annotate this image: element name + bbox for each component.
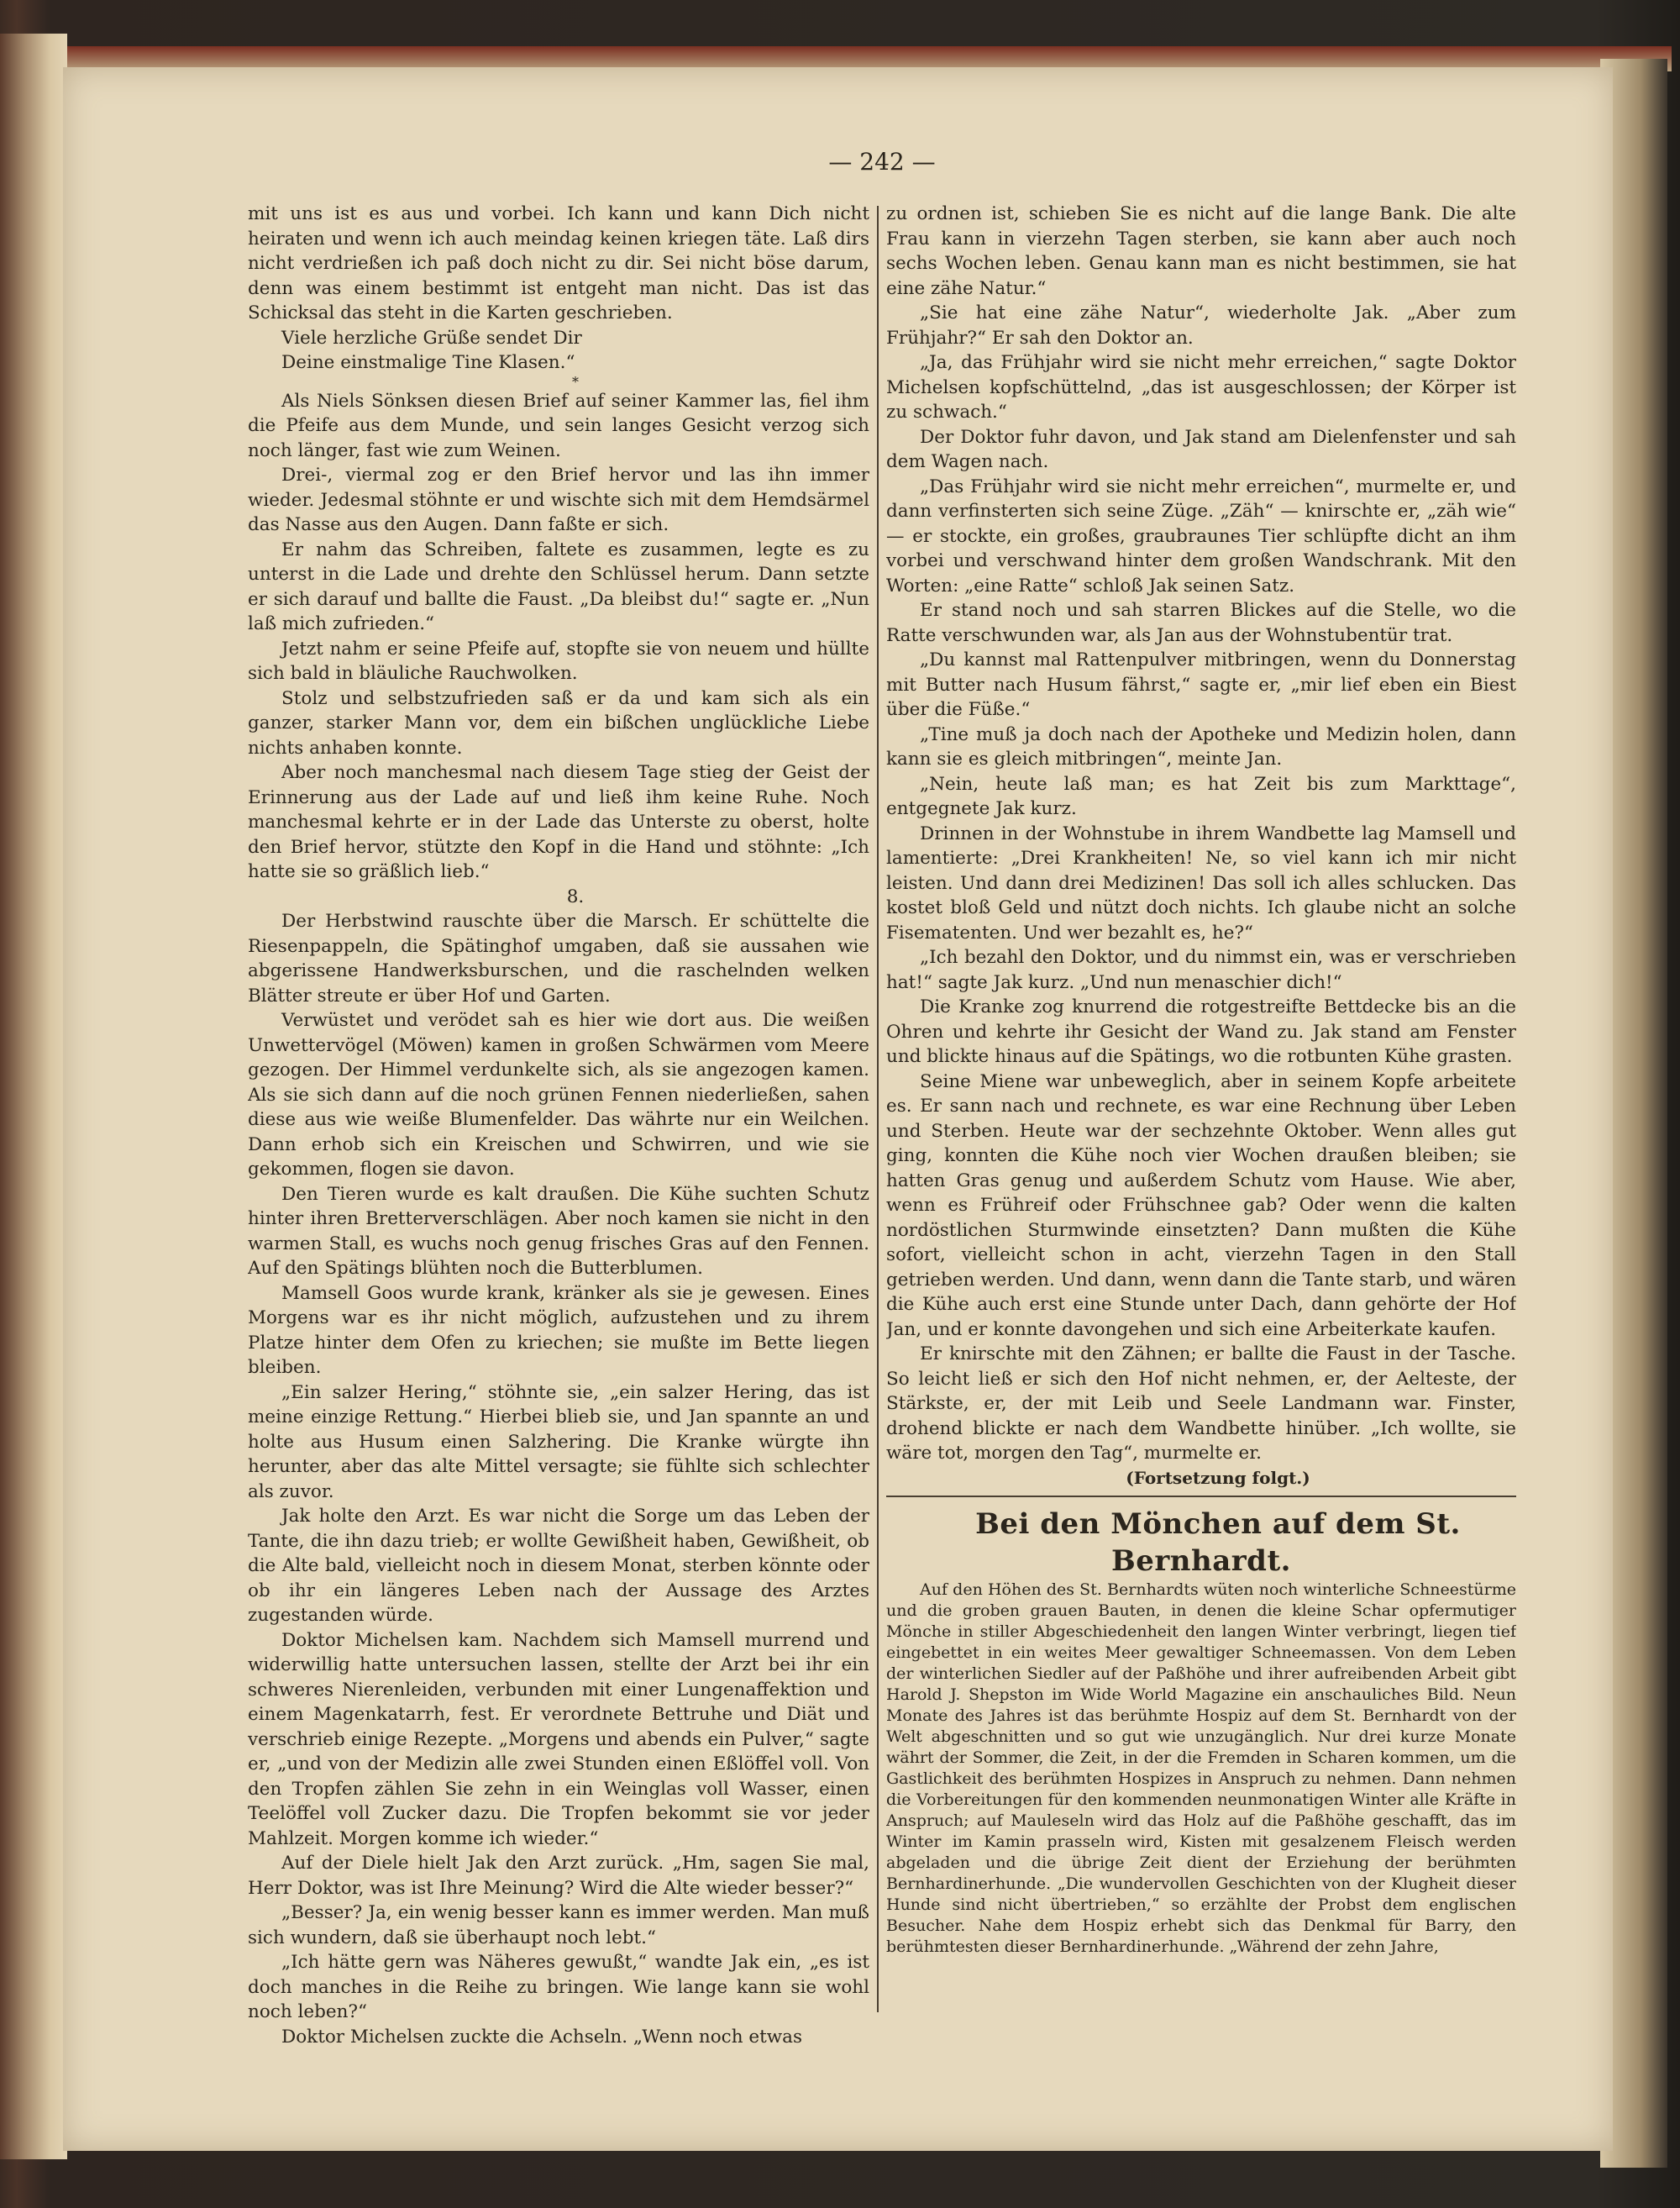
paragraph: Aber noch manchesmal nach diesem Tage stieg der Geist der Erinnerung aus der Lade auf und ließ ihm keine Ruhe. Noch manchesmal kehrte er in der Lade das Unterste zu oberst, holte den Brief hervor, stützte den Kopf in die Hand und stöhnte: „Ich hatte sie so gräßlich lieb.“ bbox=[248, 762, 869, 882]
paragraph: Verwüstet und verödet sah es hier wie dort aus. Die weißen Unwettervögel (Möwen) kamen in großen Schwärmen vom Meere gezogen. Der Himmel verdunkelte sich, als sie angezogen kamen. Als sie sich dann auf die noch grünen Fennen niederließen, sahen diese aus wie weiße Blumenfelder. Das währte nur ein Weilchen. Dann erhob sich ein Kreischen und Schwirren, und wie sie gekommen, flogen sie davon. bbox=[248, 1010, 869, 1180]
paragraph: „Du kannst mal Rattenpulver mitbringen, wenn du Donnerstag mit Butter nach Husum fährst,“ sagte er, „mir lief eben ein Biest über die Füße.“ bbox=[886, 649, 1516, 720]
book-left-edge bbox=[0, 34, 67, 2159]
paragraph: Er nahm das Schreiben, faltete es zusammen, legte es zu unterst in die Lade und drehte den Schlüssel herum. Dann setzte er sich darauf und ballte die Faust. „Da bleibst du!“ sagte er. „Nun laß mich zufrieden.“ bbox=[248, 539, 869, 634]
paragraph: zu ordnen ist, schieben Sie es nicht auf die lange Bank. Die alte Frau kann in vierzehn Tagen sterben, sie kann aber auch noch sechs Wochen leben. Genau kann man es nicht bestimmen, sie hat eine zähe Natur.“ bbox=[886, 203, 1516, 299]
paragraph: Auf der Diele hielt Jak den Arzt zurück. „Hm, sagen Sie mal, Herr Doktor, was ist Ihre Meinung? Wird die Alte wieder besser?“ bbox=[248, 1853, 869, 1899]
letter-signature: Deine einstmalige Tine Klasen.“ bbox=[281, 352, 575, 373]
paragraph: Er knirschte mit den Zähnen; er ballte die Faust in der Tasche. So leicht ließ er sich den Hof nicht nehmen, er, der Aelteste, der Stärkste, er, der mit Leib und Seele Landmann war. Finster, drohend blickte er nach dem Wandbette hinüber. „Ich wollte, sie wäre tot, morgen den Tag“, murmelte er. bbox=[886, 1343, 1516, 1464]
paragraph: Drinnen in der Wohnstube in ihrem Wandbette lag Mamsell und lamentierte: „Drei Krankheiten! Ne, so viel kann ich mir nicht leisten. Und dann drei Medizinen! Das soll ich alles schlucken. Das kostet bloß Geld und nützt doch nichts. Ich glaube nicht an solche Fisematenten. Und wer bezahlt es, he?“ bbox=[886, 823, 1516, 944]
paragraph: „Ja, das Frühjahr wird sie nicht mehr erreichen,“ sagte Doktor Michelsen kopfschüttelnd, „das ist ausgeschlossen; der Körper ist zu schwach.“ bbox=[886, 352, 1516, 423]
paragraph: „Das Frühjahr wird sie nicht mehr erreichen“, murmelte er, und dann verfinsterten sich seine Züge. „Zäh“ — knirschte er, „zäh wie“ — er stockte, ein großes, graubraunes Tier schlüpfte dicht an ihm vorbei und verschwand hinter dem großen Wandschrank. Mit den Worten: „eine Ratte“ schloß Jak seinen Satz. bbox=[886, 476, 1516, 597]
right-column bbox=[886, 202, 1516, 2084]
paragraph: Der Doktor fuhr davon, und Jak stand am Dielenfenster und sah dem Wagen nach. bbox=[886, 426, 1516, 472]
letter-greeting: Viele herzliche Grüße sendet Dir bbox=[281, 327, 582, 349]
section-number: 8. bbox=[566, 886, 585, 907]
paragraph: Mamsell Goos wurde krank, kränker als sie je gewesen. Eines Morgens war es ihr nicht möglich, aufzustehen und zu ihrem Platze hinter dem Ofen zu kriechen; sie mußte im Bette liegen bleiben. bbox=[248, 1282, 869, 1378]
paragraph: Drei-, viermal zog er den Brief hervor und las ihn immer wieder. Jedesmal stöhnte er und wischte sich mit dem Hemdsärmel das Nasse aus den Augen. Dann faßte er sich. bbox=[248, 465, 869, 535]
paragraph: Den Tieren wurde es kalt draußen. Die Kühe suchten Schutz hinter ihren Bretterverschlägen. Aber noch kamen sie nicht in den warmen Stall, es wuchs noch genug frisches Gras auf den Fennen. Auf den Spätings blühten noch die Butterblumen. bbox=[248, 1183, 869, 1279]
left-column bbox=[248, 202, 869, 2084]
paragraph: Jetzt nahm er seine Pfeife auf, stopfte sie von neuem und hüllte sich bald in bläuliche Rauchwolken. bbox=[248, 638, 869, 684]
continued-note: (Fortsetzung folgt.) bbox=[1126, 1467, 1310, 1488]
paragraph: Doktor Michelsen kam. Nachdem sich Mamsell murrend und widerwillig hatte untersuchen lassen, stellte der Arzt bei ihr ein schweres Nierenleiden, verbunden mit einer Lungenaffektion und einem Magenkatarrh, fest. Er verordnete Bettruhe und Diät und verschrieb einige Rezepte. „Morgens und abends ein Pulver,“ sagte er, „und von der Medizin alle zwei Stunden einen Eßlöffel voll. Von den Tropfen zählen Sie zehn in ein Weinglas voll Wasser, einen Teelöffel voll Zucker dazu. Die Tropfen bekommt sie vor jeder Mahlzeit. Morgen komme ich wieder.“ bbox=[248, 1629, 869, 1849]
paragraph: Doktor Michelsen zuckte die Achseln. „Wenn noch etwas bbox=[281, 2026, 803, 2048]
page-number: — 242 — bbox=[828, 148, 936, 176]
paragraph: Seine Miene war unbeweglich, aber in seinem Kopfe arbeitete es. Er sann nach und rechnete, es war eine Rechnung über Leben und Sterben. Heute war der sechzehnte Oktober. Wenn alles gut ging, konnten die Kühe noch vier Wochen draußen bleiben; sie hatten Gras genug und außerdem Schutz vom Hause. Wie aber, wenn es Frühreif oder Frühschnee gab? Oder wenn die kalten nordöstlichen Sturmwinde einsetzten? Dann mußten die Kühe sofort, vielleicht schon in acht, vierzehn Tagen in den Stall getrieben werden. Und dann, wenn dann die Tante starb, und wären die Kühe auch erst eine Stunde unter Dach, dann gehörte der Hof Jan, und er konnte davongehen und sich eine Arbeiterkate kaufen. bbox=[886, 1070, 1516, 1340]
article-headline: Bei den Mönchen auf dem St. Bernhardt. bbox=[975, 1507, 1461, 1578]
paragraph: „Ein salzer Hering,“ stöhnte sie, „ein salzer Hering, das ist meine einzige Rettung.“ Hierbei blieb sie, und Jan spannte an und holte aus Husum einen Salzhering. Die Kranke würgte ihn herunter, aber das alte Mittel versagte; sie fühlte sich schlechter als zuvor. bbox=[248, 1381, 869, 1502]
paragraph: Er stand noch und sah starren Blickes auf die Stelle, wo die Ratte verschwunden war, als Jan aus der Wohnstubentür trat. bbox=[886, 600, 1516, 646]
paragraph: Stolz und selbstzufrieden saß er da und kam sich als ein ganzer, starker Mann vor, dem ein bißchen unglückliche Liebe nichts anhaben konnte. bbox=[248, 687, 869, 759]
paragraph: Die Kranke zog knurrend die rotgestreifte Bettdecke bis an die Ohren und kehrte ihr Gesicht der Wand zu. Jak stand am Fenster und blickte hinaus auf die Spätings, wo die rotbunten Kühe grasten. bbox=[886, 996, 1516, 1067]
paragraph: mit uns ist es aus und vorbei. Ich kann und kann Dich nicht heiraten und wenn ich auch meindag keinen kriegen täte. Laß dirs nicht verdrießen ich paß doch nicht zu dir. Sei nicht böse darum, denn was einem bestimmt ist entgeht man nicht. Das ist das Schicksal das steht in die Karten geschrieben. bbox=[248, 203, 869, 323]
paragraph: „Nein, heute laß man; es hat Zeit bis zum Markttage“, entgegnete Jak kurz. bbox=[886, 773, 1516, 819]
article-separator bbox=[886, 1496, 1516, 1497]
paragraph: „Ich bezahl den Doktor, und du nimmst ein, was er verschrieben hat!“ sagte Jak kurz. „Und nun menaschier dich!“ bbox=[886, 947, 1516, 993]
paragraph: „Ich hätte gern was Näheres gewußt,“ wandte Jak ein, „es ist doch manches in die Reihe zu bringen. Wie lange kann sie wohl noch leben?“ bbox=[248, 1952, 869, 2022]
paragraph: Auf den Höhen des St. Bernhardts wüten noch winterliche Schneestürme und die groben grauen Bauten, in denen die kleine Schar opfermutiger Mönche in stiller Abgeschiedenheit den langen Winter verbringt, liegen tief eingebettet in ein weites Meer gewaltiger Schneemassen. Von dem Leben der winterlichen Siedler auf der Paßhöhe und ihrer aufreibenden Arbeit gibt Harold J. Shepston im Wide World Magazine ein anschauliches Bild. Neun Monate des Jahres ist das berühmte Hospiz auf dem St. Bernhardt von der Welt abgeschnitten und so gut wie unzugänglich. Nur drei kurze Monate währt der Sommer, die Zeit, in der die Fremden in Scharen kommen, um die Gastlichkeit des berühmten Hospizes in Anspruch zu nehmen. Dann nehmen die Vorbereitungen für den kommenden neunmonatigen Winter alle Kräfte in Anspruch; auf Mauleseln wird das Holz auf die Paßhöhe geschafft, das im Winter im Kamin prasseln wird, Kisten mit gesalzenem Fleisch werden abgeladen und die übrige Zeit dient der Erziehung der berühmten Bernhardinerhunde. „Die wundervollen Geschichten von der Klugheit dieser Hunde sind nicht übertrieben,“ so erzählte der Probst dem englischen Besucher. Nahe dem Hospiz erhebt sich das Denkmal für Barry, den berühmtesten dieser Bernhardinerhunde. „Während der zehn Jahre, bbox=[886, 1580, 1516, 1956]
column-divider bbox=[877, 206, 879, 2012]
paragraph: Jak holte den Arzt. Es war nicht die Sorge um das Leben der Tante, die ihn dazu trieb; er wollte Gewißheit haben, Gewißheit, ob die Alte bald, vielleicht noch in diesem Monat, sterben könnte oder ob ihr ein längeres Leben nach der Aussage des Arztes zugestanden würde. bbox=[248, 1506, 869, 1626]
section-star: * bbox=[572, 373, 579, 390]
paragraph: „Besser? Ja, ein wenig besser kann es immer werden. Man muß sich wundern, daß sie überhaupt noch lebt.“ bbox=[248, 1902, 869, 1948]
paragraph: Der Herbstwind rauschte über die Marsch. Er schüttelte die Riesenpappeln, die Spätinghof umgaben, daß sie aussahen wie abgerissene Handwerksburschen, und die raschelnden welken Blätter streute er über Hof und Garten. bbox=[248, 911, 869, 1007]
paragraph: „Sie hat eine zähe Natur“, wiederholte Jak. „Aber zum Frühjahr?“ Er sah den Doktor an. bbox=[886, 302, 1516, 349]
paragraph: „Tine muß ja doch nach der Apotheke und Medizin holen, dann kann sie es gleich mitbringen“, meinte Jan. bbox=[886, 723, 1516, 770]
paragraph: Als Niels Sönksen diesen Brief auf seiner Kammer las, fiel ihm die Pfeife aus dem Munde, und sein langes Gesicht verzog sich noch länger, fast wie zum Weinen. bbox=[248, 390, 869, 461]
